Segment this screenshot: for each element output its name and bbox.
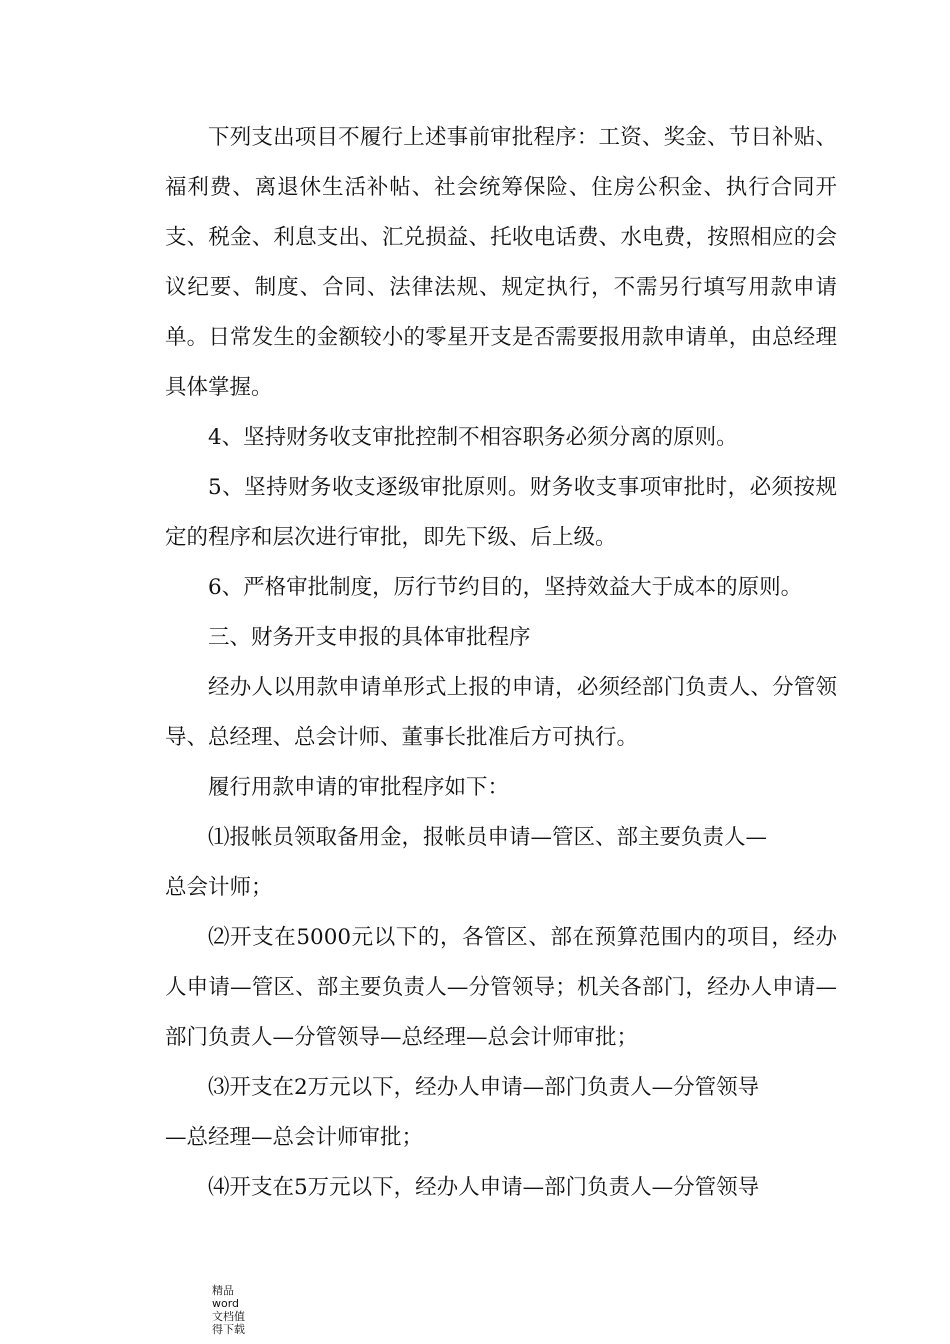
list-item-1-line-1: ⑴报帐员领取备用金，报帐员申请—管区、部主要负责人— bbox=[208, 825, 768, 850]
document-body bbox=[165, 113, 837, 1213]
list-item-2: ⑵开支在5000元以下的，各管区、部在预算范围内的项目，经办人申请—管区、部主要负责人—分管领导；机关各部门，经办人申请—部门负责人—分管领导—总经理—总会计师审批； bbox=[165, 925, 837, 1050]
paragraph-exempt-items: 下列支出项目不履行上述事前审批程序：工资、奖金、节日补贴、福利费、离退休生活补帖、社会统筹保险、住房公积金、执行合同开支、税金、利息支出、汇兑损益、托收电话费、水电费，按照相应的会议纪要、制度、合同、法律法规、规定执行，不需另行填写用款申请单。日常发生的金额较小的零星开支是否需要报用款申请单，由总经理具体掌握。 bbox=[165, 125, 837, 400]
section-heading-approval-procedure: 三、财务开支申报的具体审批程序 bbox=[208, 625, 531, 650]
list-item-3 bbox=[165, 1063, 837, 1163]
paragraph-procedure-intro: 履行用款申请的审批程序如下： bbox=[208, 775, 510, 800]
paragraph-principle-4: 4、坚持财务收支审批控制不相容职务必须分离的原则。 bbox=[208, 425, 738, 450]
list-item-3-line-2: —总经理—总会计师审批； bbox=[165, 1125, 424, 1150]
list-item-1 bbox=[165, 813, 837, 913]
paragraph-principle-5: 5、坚持财务收支逐级审批原则。财务收支事项审批时，必须按规定的程序和层次进行审批，即先下级、后上级。 bbox=[165, 475, 837, 550]
list-item-1-line-2: 总会计师； bbox=[165, 875, 273, 900]
footer-watermark bbox=[212, 1284, 272, 1336]
list-item-4: ⑷开支在5万元以下，经办人申请—部门负责人—分管领导 bbox=[208, 1175, 760, 1200]
paragraph-principle-6: 6、严格审批制度，厉行节约目的，坚持效益大于成本的原则。 bbox=[208, 575, 803, 600]
paragraph-applicant-approval: 经办人以用款申请单形式上报的申请，必须经部门负责人、分管领导、总经理、总会计师、董事长批准后方可执行。 bbox=[165, 675, 837, 750]
list-item-3-line-1: ⑶开支在2万元以下，经办人申请—部门负责人—分管领导 bbox=[208, 1075, 760, 1100]
footer-line: word bbox=[212, 1297, 240, 1310]
footer-line: 得下载 bbox=[212, 1323, 245, 1336]
footer-line: 文档值 bbox=[212, 1310, 245, 1323]
footer-line: 精品 bbox=[212, 1284, 234, 1297]
